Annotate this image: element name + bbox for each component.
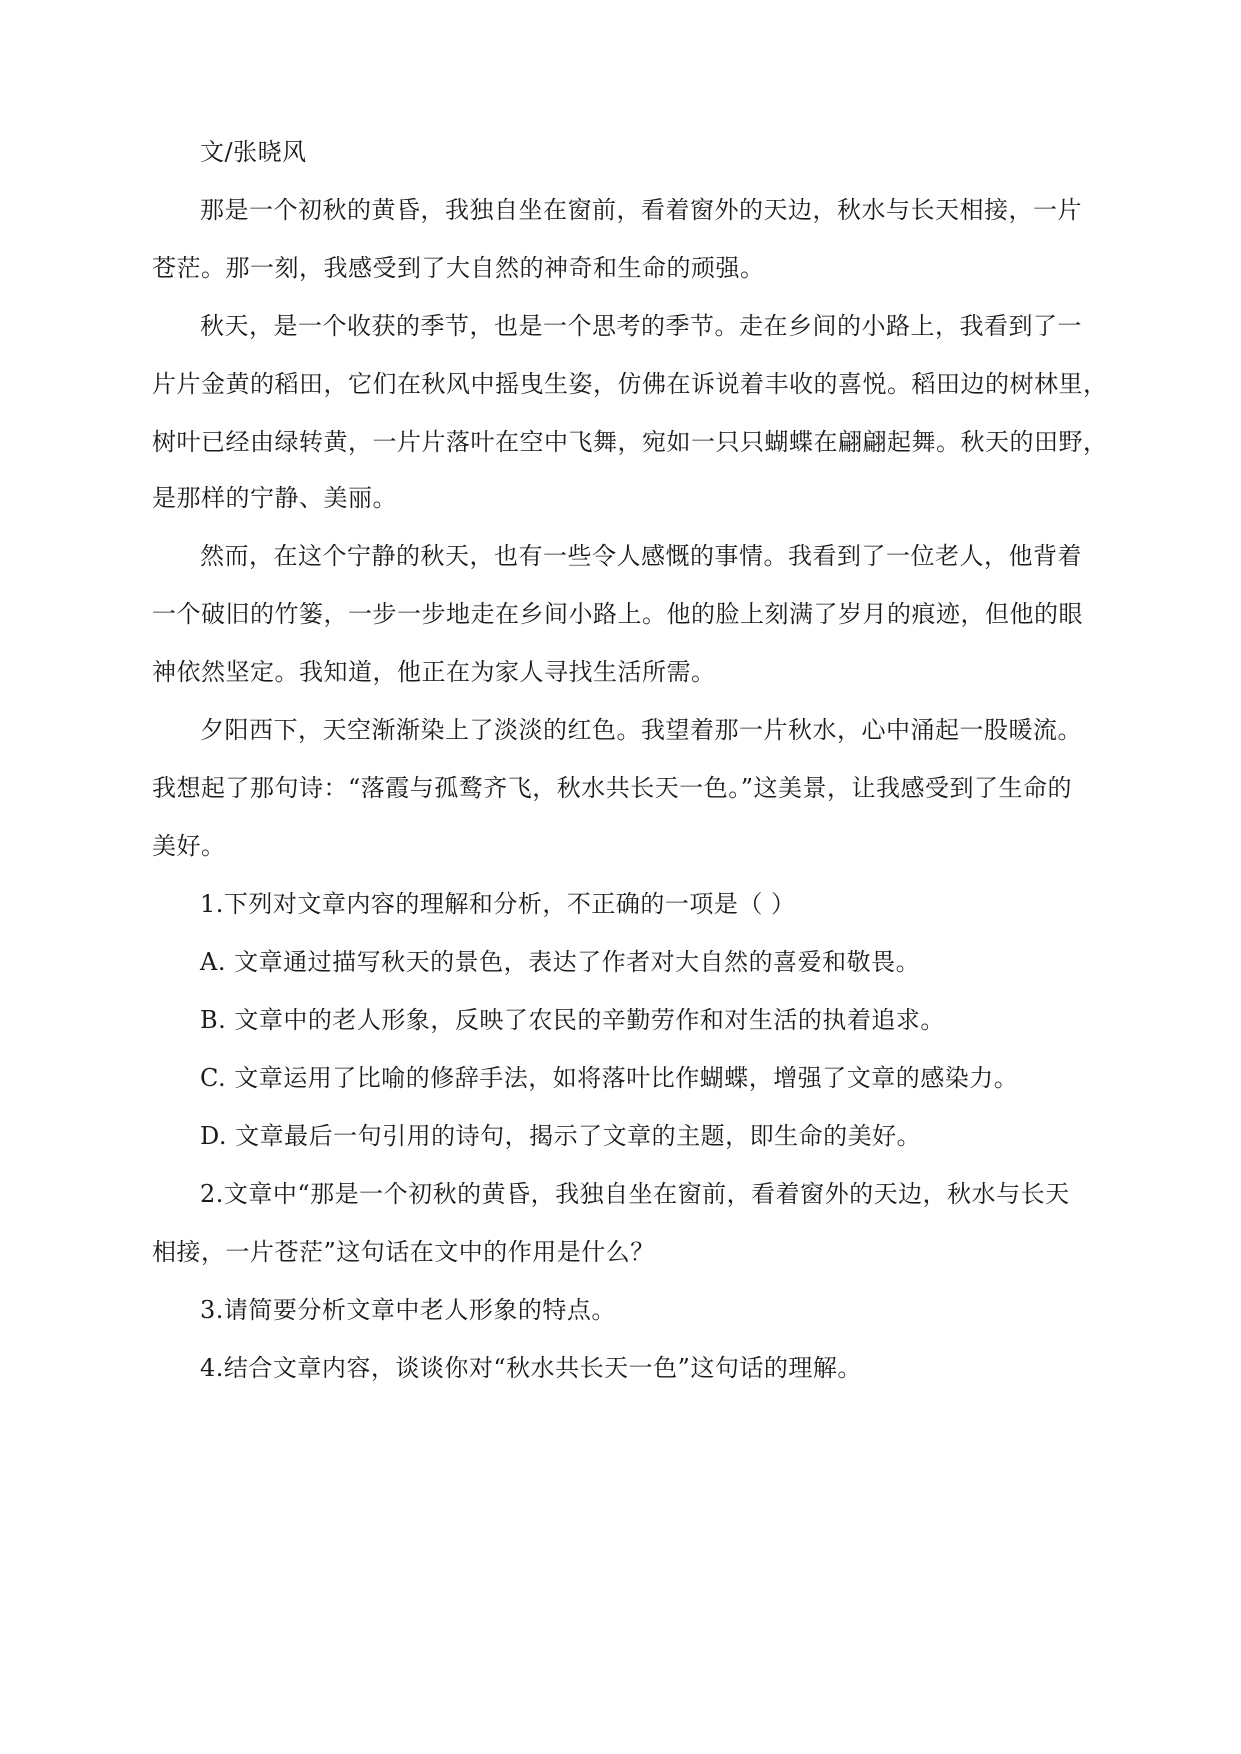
author-line: 文/张晓风 <box>200 138 307 166</box>
paragraph-1-line-1: 那是一个初秋的黄昏，我独自坐在窗前，看着窗外的天边，秋水与长天相接，一片 <box>200 196 1082 224</box>
question-4: 4.结合文章内容，谈谈你对“秋水共长天一色”这句话的理解。 <box>200 1354 862 1382</box>
question-1-option-d: D. 文章最后一句引用的诗句，揭示了文章的主题，即生命的美好。 <box>200 1122 922 1150</box>
paragraph-2-line-3: 树叶已经由绿转黄，一片片落叶在空中飞舞，宛如一只只蝴蝶在翩翩起舞。秋天的田野， <box>152 428 1108 456</box>
paragraph-2-line-4: 是那样的宁静、美丽。 <box>152 484 397 512</box>
paragraph-1-line-2: 苍茫。那一刻，我感受到了大自然的神奇和生命的顽强。 <box>152 254 765 282</box>
paragraph-2-line-2: 片片金黄的稻田，它们在秋风中摇曳生姿，仿佛在诉说着丰收的喜悦。稻田边的树林里， <box>152 370 1108 398</box>
question-1-option-c: C. 文章运用了比喻的修辞手法，如将落叶比作蝴蝶，增强了文章的感染力。 <box>200 1064 1019 1092</box>
question-1-stem: 1.下列对文章内容的理解和分析，不正确的一项是（ ） <box>200 890 796 918</box>
paragraph-2-line-1: 秋天，是一个收获的季节，也是一个思考的季节。走在乡间的小路上，我看到了一 <box>200 312 1082 340</box>
question-2-line-2: 相接，一片苍茫”这句话在文中的作用是什么？ <box>152 1238 655 1266</box>
question-1-option-a: A. 文章通过描写秋天的景色，表达了作者对大自然的喜爱和敬畏。 <box>200 948 921 976</box>
paragraph-3-line-3: 神依然坚定。我知道，他正在为家人寻找生活所需。 <box>152 658 716 686</box>
question-3: 3.请简要分析文章中老人形象的特点。 <box>200 1296 616 1324</box>
paragraph-4-line-3: 美好。 <box>152 832 226 860</box>
paragraph-3-line-1: 然而，在这个宁静的秋天，也有一些令人感慨的事情。我看到了一位老人，他背着 <box>200 542 1082 570</box>
question-2-line-1: 2.文章中“那是一个初秋的黄昏，我独自坐在窗前，看着窗外的天边，秋水与长天 <box>200 1180 1070 1208</box>
paragraph-4-line-1: 夕阳西下，天空渐渐染上了淡淡的红色。我望着那一片秋水，心中涌起一股暖流。 <box>200 716 1082 744</box>
paragraph-4-line-2: 我想起了那句诗：“落霞与孤鹜齐飞，秋水共长天一色。”这美景，让我感受到了生命的 <box>152 774 1073 802</box>
paragraph-3-line-2: 一个破旧的竹篓，一步一步地走在乡间小路上。他的脸上刻满了岁月的痕迹，但他的眼 <box>152 600 1083 628</box>
question-1-option-b: B. 文章中的老人形象，反映了农民的辛勤劳作和对生活的执着追求。 <box>200 1006 945 1034</box>
